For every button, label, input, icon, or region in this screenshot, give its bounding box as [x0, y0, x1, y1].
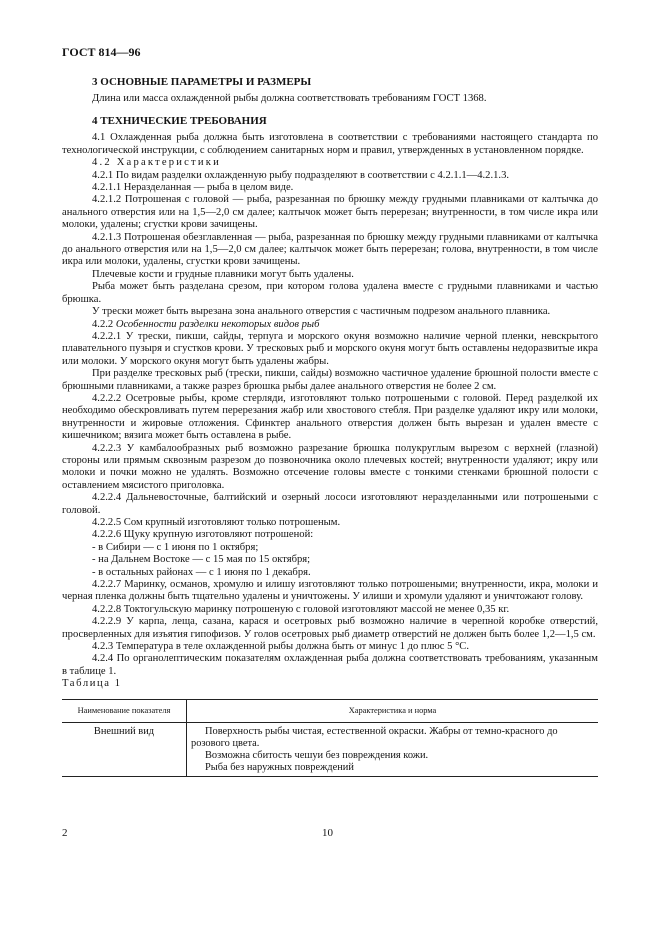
clause-4-2-1-1: 4.2.1.1 Неразделанная — рыба в целом виде. — [92, 182, 294, 194]
table-header-row — [62, 699, 598, 722]
table-cell-characteristic — [187, 722, 599, 776]
table-cell-name: Внешний вид — [62, 722, 187, 776]
clause-4-2-title-text: 4.2 Характеристики — [92, 157, 221, 169]
paragraph-shoulder-bones: Плечевые кости и грудные плавники могут быть удалены. — [92, 268, 354, 280]
section-3-title: 3 ОСНОВНЫЕ ПАРАМЕТРЫ И РАЗМЕРЫ — [92, 76, 312, 88]
clause-4-1: 4.1 Охлажденная рыба должна быть изготовлена в соответствии с требованиями настоящего стандарта по технологической инструкции, с соблюдением санитарных норм и правил, утвержденных в установленном порядке. — [62, 132, 598, 156]
paragraph-cod: У трески может быть вырезана зона анального отверстия с частичным подрезом анального плавника. — [92, 306, 551, 318]
clause-4-2-title — [62, 157, 598, 169]
table-cell-line: Поверхность рыбы чистая, естественной окраски. Жабры от темно-красного до розового цвета. — [191, 725, 558, 749]
document-body — [62, 76, 598, 777]
list-item: - на Дальнем Востоке — с 15 мая по 15 октября; — [92, 554, 311, 566]
clause-4-2-1-3: 4.2.1.3 Потрошеная обезглавленная — рыба, разрезанная по брюшку между грудными плавниками от калтычка до анального отверстия или на 1,5—2,0 см далее; калтычок может быть перерезан; голова, внутренности, в том числе икра или молоки, удалены, сгустки крови зачищены. — [62, 231, 598, 268]
clause-4-2-2-9: 4.2.2.9 У карпа, леща, сазана, карася и осетровых рыб возможно наличие в черепной коробке отверстий, просверленных для изъятия гипофизов. У голов осетровых рыб диаметр отверстий не должен быть более 1,2—1,5 см. — [62, 616, 598, 640]
clause-4-2-2-title: Особенности разделки некоторых видов рыб — [115, 318, 320, 330]
document-header: ГОСТ 814—96 — [62, 45, 141, 59]
clause-4-2-4: 4.2.4 По органолептическим показателям охлажденная рыба должна соответствовать требованиям, указанным в таблице 1. — [62, 653, 598, 677]
section-3-paragraph: Длина или масса охлажденной рыбы должна соответствовать требованиям ГОСТ 1368. — [92, 93, 487, 104]
page-number-left: 2 — [62, 827, 68, 839]
section-4-title: 4 ТЕХНИЧЕСКИЕ ТРЕБОВАНИЯ — [92, 115, 267, 128]
table-caption: Таблица 1 — [62, 678, 122, 690]
clause-4-2-2-6: 4.2.2.6 Щуку крупную изготовляют потрошеной: — [92, 529, 314, 541]
table-cell-line: Рыба без наружных повреждений — [205, 761, 354, 773]
clause-4-2-2-number: 4.2.2 — [92, 318, 114, 330]
clause-4-2-2-7: 4.2.2.7 Маринку, османов, хромулю и илишу изготовляют только потрошеными; внутренности, икра, молоки и черная пленка должны быть тщательно удалены и уничтожены. У илиши и хромули удаляют и уничтожают голову. — [62, 579, 598, 603]
clause-4-2-2-2: 4.2.2.2 Осетровые рыбы, кроме стерляди, изготовляют только потрошеными с головой. Перед разделкой их необходимо обескровливать путем перерезания жабр или хвостового стебля. При разделке удаляют икру или молоки, внутренности и жировые отложения. Сфинктер анального отверстия должен быть вырезан и удален вместе с кишечником; вязига может быть оставлена в рыбе. — [62, 392, 598, 442]
page-number-center: 10 — [322, 827, 333, 839]
table-header-name: Наименование показателя — [62, 699, 187, 722]
clause-4-2-3: 4.2.3 Температура в теле охлажденной рыбы должна быть от минус 1 до плюс 5 °С. — [92, 641, 470, 653]
table-cell-line: Возможна сбитость чешуи без повреждения кожи. — [205, 749, 429, 761]
clause-4-2-1-2: 4.2.1.2 Потрошеная с головой — рыба, разрезанная по брюшку между грудными плавниками от калтычка до анального отверстия или на 1,5—2,0 см далее; калтычок может быть перерезан; внутренности, в том числе икра или молоки, удалены; сгустки крови зачищены. — [62, 194, 598, 231]
clause-4-2-2 — [62, 319, 598, 331]
clause-4-2-2-4: 4.2.2.4 Дальневосточные, балтийский и озерный лососи изготовляют неразделанными или потрошеными с головой. — [62, 492, 598, 516]
list-item: - в Сибири — с 1 июня по 1 октября; — [92, 541, 259, 553]
table-1 — [62, 699, 598, 777]
clause-4-2-1: 4.2.1 По видам разделки охлажденную рыбу подразделяют в соответствии с 4.2.1.1—4.2.1.3. — [92, 169, 510, 181]
clause-4-2-2-3: 4.2.2.3 У камбалообразных рыб возможно разрезание брюшка полукруглым вырезом с верхней (глазной) стороны или прямым сквозным разрезом до позвоночника около плечевых костей; внутренности удаляют; икру или молоки и почки можно не удалять. Возможно отсечение головы вместе с тонкими стенками брюшной полости с оставлением мясистого приголовка. — [62, 442, 598, 491]
table-row — [62, 722, 598, 776]
clause-4-2-2-5: 4.2.2.5 Сом крупный изготовляют только потрошеным. — [92, 517, 341, 528]
clause-4-2-2-8: 4.2.2.8 Токтогульскую маринку потрошеную с головой изготовляют массой не менее 0,35 кг. — [92, 603, 510, 615]
list-item: - в остальных районах — с 1 июня по 1 декабря. — [92, 566, 311, 578]
paragraph-cut: Рыба может быть разделана срезом, при котором голова удалена вместе с грудными плавниками и частью брюшка. — [62, 281, 598, 305]
clause-4-2-2-1: 4.2.2.1 У трески, пикши, сайды, терпуга и морского окуня возможно наличие черной пленки, невскрытого плавательного пузыря и сгустков крови. У тресковых рыб и морского окуня могут быть оставлены недоразвитые икра или молоки. У морского окуня могут быть удалены жабры. — [62, 330, 598, 367]
table-header-characteristic: Характеристика и норма — [187, 699, 599, 722]
paragraph-cod-cut: При разделке тресковых рыб (трески, пикши, сайды) возможно частичное удаление брюшной полости вместе с брюшными плавниками, а также разрез брюшка рыбы далее анального отверстия не более 2 см. — [62, 368, 598, 392]
